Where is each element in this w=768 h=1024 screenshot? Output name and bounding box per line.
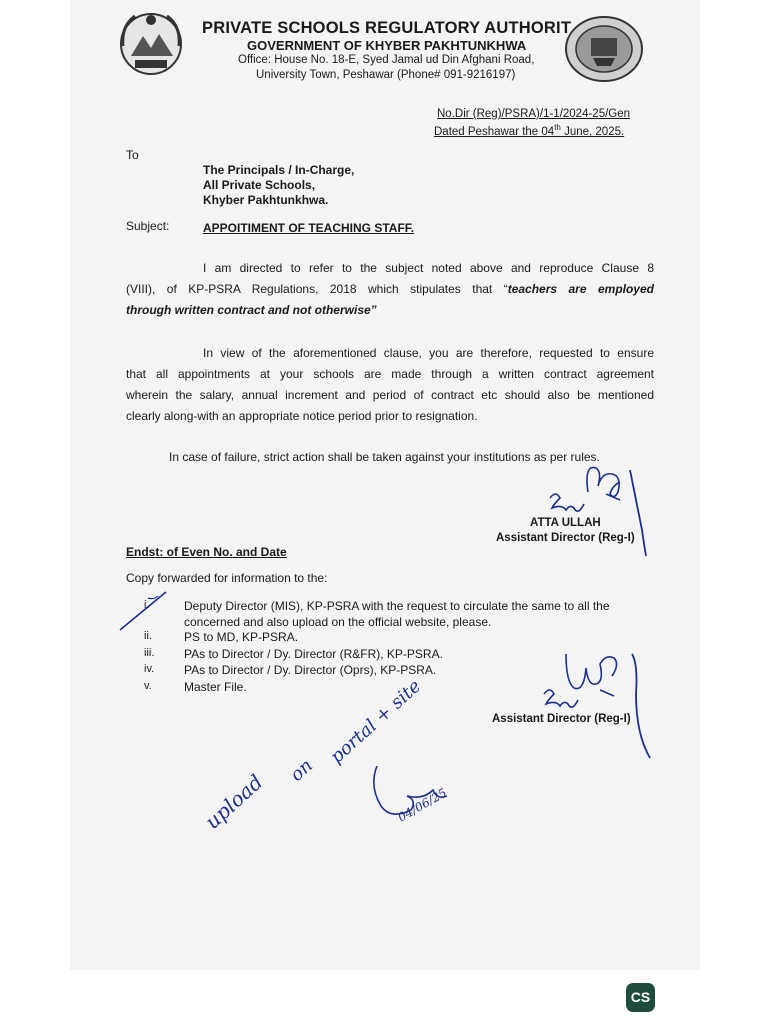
paragraph-line: through written contract and not otherwise” (126, 303, 377, 317)
paragraph-line: clearly along-with an appropriate notice period prior to resignation. (126, 409, 478, 423)
dated-line: Dated Peshawar the 04th June, 2025. (434, 123, 625, 138)
svg-text:upload: upload (200, 769, 268, 834)
list-item: PAs to Director / Dy. Director (R&FR), KP-PSRA. (184, 647, 443, 661)
government-emblem-icon (115, 6, 187, 82)
svg-text:portal + site: portal + site (326, 675, 426, 768)
list-item: PAs to Director / Dy. Director (Oprs), KP-PSRA. (184, 663, 437, 677)
scanner-badge: CS (626, 983, 655, 1012)
list-item-number: v. (144, 680, 152, 692)
signatory-title: Assistant Director (Reg-I) (496, 532, 635, 544)
endorsement-signatory-title: Assistant Director (Reg-I) (492, 713, 631, 725)
endorsement-heading: Endst: of Even No. and Date (126, 545, 287, 559)
list-item-number: ii. (144, 630, 152, 642)
subject-text: APPOITIMENT OF TEACHING STAFF. (203, 221, 415, 235)
paragraph-line: In view of the aforementioned clause, you are therefore, requested to ensure (203, 346, 654, 360)
subject-label: Subject: (126, 219, 170, 233)
list-item: PS to MD, KP-PSRA. (184, 630, 299, 644)
reference-number: No.Dir (Reg)/PSRA)/1-1/2024-25/Gen (437, 108, 631, 120)
svg-text:04/06/25: 04/06/25 (395, 785, 450, 825)
organization-name: PRIVATE SCHOOLS REGULATORY AUTHORIT (202, 19, 572, 37)
recipient-line: All Private Schools, (203, 178, 316, 192)
paragraph-line: I am directed to refer to the subject noted above and reproduce Clause 8 (203, 261, 654, 275)
handwritten-signature-icon (536, 648, 666, 763)
to-label: To (126, 148, 139, 162)
list-item-number: iv. (144, 663, 155, 675)
psra-seal-icon (563, 14, 645, 84)
government-name: GOVERNMENT OF KHYBER PAKHTUNKHWA (247, 38, 527, 53)
list-item: concerned and also upload on the official website, please. (184, 615, 492, 629)
svg-text:on: on (286, 755, 318, 786)
recipient-line: The Principals / In-Charge, (203, 163, 355, 177)
recipient-line: Khyber Pakhtunkhwa. (203, 193, 329, 207)
signatory-name: ATTA ULLAH (530, 517, 601, 529)
address-line-2: University Town, Peshawar (Phone# 091-9216197) (256, 69, 516, 81)
paragraph-3: In case of failure, strict action shall be taken against your institutions as per rules. (169, 450, 600, 464)
paragraph-1 (126, 258, 654, 321)
list-item: Deputy Director (MIS), KP-PSRA with the request to circulate the same to all the (184, 599, 610, 613)
paragraph-line: wherein the salary, annual increment and period of contract etc should also be mentioned (126, 388, 654, 402)
list-item-number: i. (144, 599, 150, 611)
paragraph-line: that all appointments at your schools are made through a written contract agreement (126, 367, 654, 381)
endorsement-intro: Copy forwarded for information to the: (126, 571, 328, 585)
tick-mark-icon (118, 590, 168, 632)
list-item: Master File. (184, 680, 247, 694)
paragraph-line: (VIII), of KP-PSRA Regulations, 2018 which stipulates that “teachers are employed (126, 282, 654, 296)
list-item-number: iii. (144, 647, 155, 659)
address-line-1: Office: House No. 18-E, Syed Jamal ud Din Afghani Road, (238, 54, 535, 66)
paragraph-2 (126, 343, 654, 427)
